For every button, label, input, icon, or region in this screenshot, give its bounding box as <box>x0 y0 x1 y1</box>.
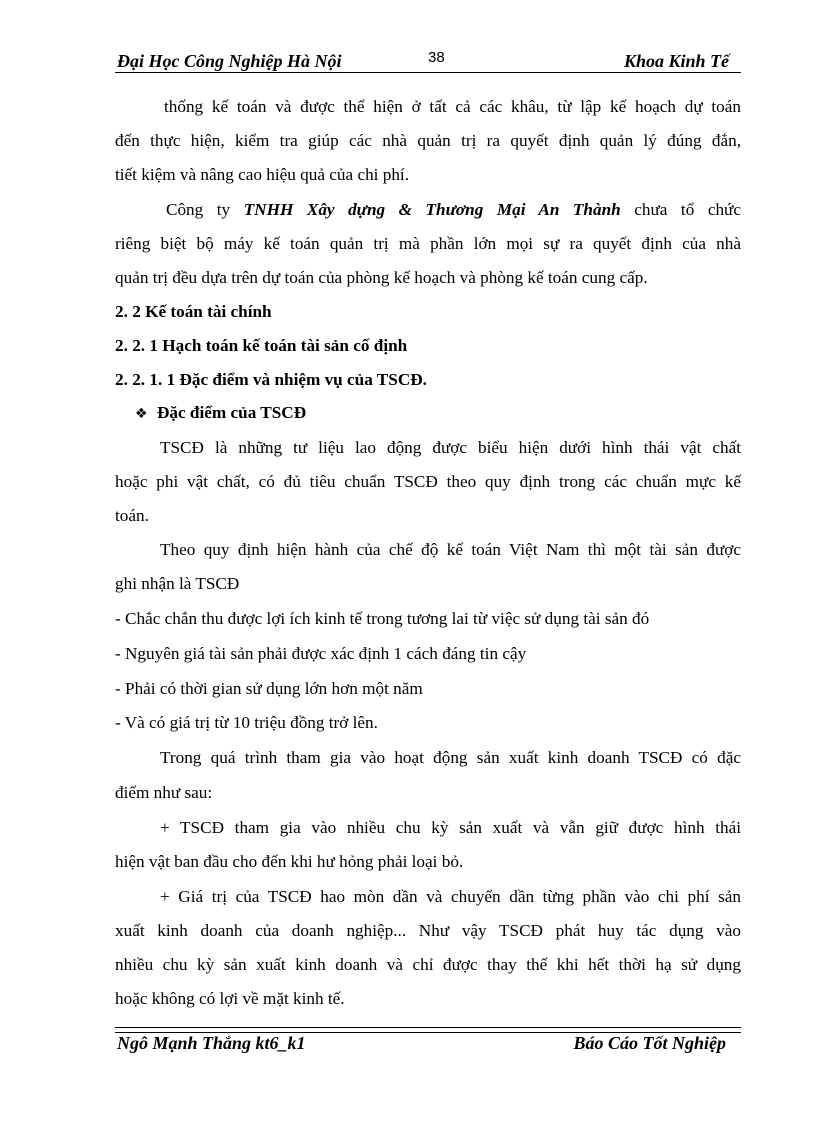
section-heading: 2. 2 Kế toán tài chính <box>115 302 272 321</box>
section-heading: 2. 2. 1 Hạch toán kế toán tài sản cố định <box>115 336 408 355</box>
paragraph-line: ghi nhận là TSCĐ <box>115 574 240 593</box>
section-heading: 2. 2. 1. 1 Đặc điểm và nhiệm vụ của TSCĐ. <box>115 370 427 389</box>
diamond-bullet-icon: ❖ <box>135 406 148 422</box>
paragraph-line: nhiều chu kỳ sản xuất kinh doanh và chỉ được thay thế khi hết thời hạ sử dụng <box>115 955 741 974</box>
list-item: - Và có giá trị từ 10 triệu đồng trở lên. <box>115 713 378 732</box>
header-faculty: Khoa Kinh Tế <box>623 51 729 71</box>
company-name: TNHH Xây dựng & Thương Mại An Thành <box>243 200 621 219</box>
paragraph-line: điểm như sau: <box>115 783 213 802</box>
header-school: Đại Học Công Nghiệp Hà Nội <box>117 51 342 71</box>
list-item: - Phải có thời gian sử dụng lớn hơn một năm <box>115 679 423 698</box>
footer-report-type: Báo Cáo Tốt Nghiệp <box>573 1033 726 1053</box>
bullet-heading-text: Đặc điểm của TSCĐ <box>157 403 307 422</box>
paragraph-line: tiết kiệm và nâng cao hiệu quả của chi phí. <box>115 165 409 184</box>
text-run: Công ty <box>166 200 244 219</box>
page-number: 38 <box>428 49 445 66</box>
paragraph-line: thống kế toán và được thể hiện ở tất cả các khâu, từ lập kế hoạch dự toán <box>164 97 741 116</box>
bullet-heading <box>135 403 306 423</box>
paragraph-line: TSCĐ là những tư liệu lao động được biểu hiện dưới hình thái vật chất <box>160 438 741 457</box>
paragraph-line: đến thực hiện, kiểm tra giúp các nhà quản trị ra quyết định quản lý đúng đắn, <box>115 131 741 150</box>
list-item: - Chắc chắn thu được lợi ích kinh tế trong tương lai từ việc sử dụng tài sản đó <box>115 609 650 628</box>
paragraph-line: hiện vật ban đầu cho đến khi hư hỏng phải loại bỏ. <box>115 852 464 871</box>
paragraph-line: toán. <box>115 506 149 525</box>
paragraph-line: quản trị đều dựa trên dự toán của phòng kế hoạch và phòng kế toán cung cấp. <box>115 268 648 287</box>
header-rule <box>115 72 741 73</box>
paragraph-line: hoặc không có lợi về mặt kinh tế. <box>115 989 345 1008</box>
paragraph-line: hoặc phi vật chất, có đủ tiêu chuẩn TSCĐ theo quy định trong các chuẩn mực kế <box>115 472 741 491</box>
text-run: chưa tổ chức <box>620 200 741 219</box>
list-item: - Nguyên giá tài sản phải được xác định 1 cách đáng tin cậy <box>115 644 527 663</box>
paragraph-line: Trong quá trình tham gia vào hoạt động sản xuất kinh doanh TSCĐ có đặc <box>160 748 741 767</box>
paragraph-line-company <box>166 200 741 220</box>
footer-author: Ngô Mạnh Thắng kt6_k1 <box>117 1033 306 1053</box>
paragraph-line: + TSCĐ tham gia vào nhiều chu kỳ sản xuất và vẫn giữ được hình thái <box>160 818 741 837</box>
paragraph-line: + Giá trị của TSCĐ hao mòn dần và chuyển dần từng phần vào chi phí sản <box>160 887 741 906</box>
paragraph-line: Theo quy định hiện hành của chế độ kế toán Việt Nam thì một tài sản được <box>160 540 741 559</box>
paragraph-line: xuất kinh doanh của doanh nghiệp... Như vậy TSCĐ phát huy tác dụng vào <box>115 921 741 940</box>
paragraph-line: riêng biệt bộ máy kế toán quản trị mà phần lớn mọi sự ra quyết định của nhà <box>115 234 741 253</box>
